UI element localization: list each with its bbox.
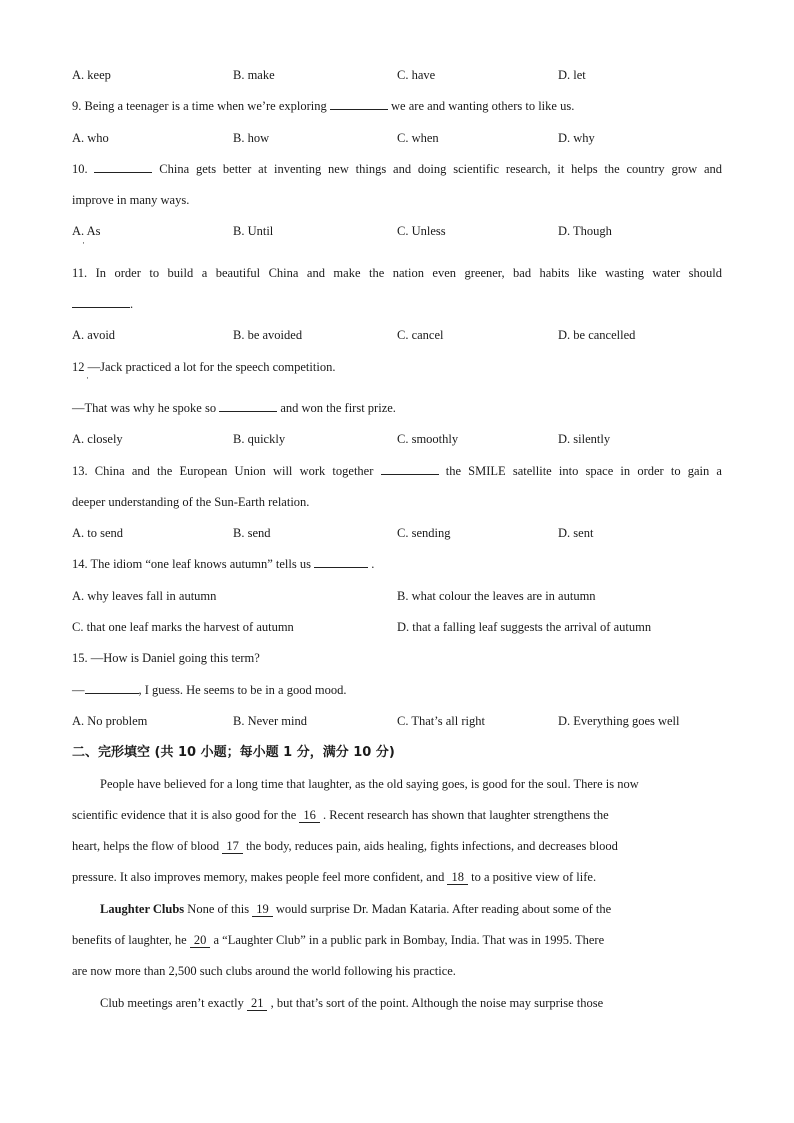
q14-options-row1 xyxy=(72,581,722,612)
q13-option-b[interactable]: B. send xyxy=(233,526,271,541)
q15-option-b[interactable]: B. Never mind xyxy=(233,713,307,728)
cloze-blank-21[interactable]: 21 xyxy=(247,996,268,1011)
q10-option-b[interactable]: B. Until xyxy=(233,224,274,239)
passage-line: People have believed for a long time that laughter, as the old saying goes, is good for the soul. There is now xyxy=(100,776,639,791)
stray-dot: · xyxy=(82,238,85,249)
q10-stem-line2: improve in many ways. xyxy=(72,193,190,208)
q11-option-b[interactable]: B. be avoided xyxy=(233,328,303,343)
passage-line: pressure. It also improves memory, makes people feel more confident, and 18 to a positive view of life. xyxy=(72,870,597,885)
q11-stem-line1: 11. In order to build a beautiful China and make the nation even greener, bad habits like wasting water should xyxy=(72,265,722,280)
passage-line: scientific evidence that it is also good for the 16 . Recent research has shown that laughter strengthens the xyxy=(72,807,609,822)
subheading-laughter-clubs: Laughter Clubs xyxy=(100,901,185,916)
passage-line: are now more than 2,500 such clubs around the world following his practice. xyxy=(72,964,456,979)
q15-stem-line1: 15. —How is Daniel going this term? xyxy=(72,651,260,666)
q9-option-d[interactable]: D. why xyxy=(558,130,595,145)
q8-option-a[interactable]: A. keep xyxy=(72,68,111,82)
q9-stem: 9. Being a teenager is a time when we’re exploring we are and wanting others to like us. xyxy=(72,91,722,122)
q13-option-a[interactable]: A. to send xyxy=(72,526,124,541)
q14-options-row2 xyxy=(72,612,722,643)
passage-line: Laughter Clubs None of this 19 would surprise Dr. Madan Kataria. After reading about some of the xyxy=(100,901,612,916)
q15-option-d[interactable]: D. Everything goes well xyxy=(558,713,680,728)
q12-stem-line1: 12 —Jack practiced a lot for the speech competition. · xyxy=(72,359,336,383)
answer-blank xyxy=(94,159,152,173)
q10-option-c[interactable]: C. Unless xyxy=(397,224,446,239)
q13-stem-line2: deeper understanding of the Sun-Earth relation. xyxy=(72,494,310,509)
q12-option-d[interactable]: D. silently xyxy=(558,432,611,447)
q15-option-c[interactable]: C. That’s all right xyxy=(397,713,485,728)
cloze-blank-20[interactable]: 20 xyxy=(190,933,211,948)
q15-stem-line2: — , I guess. He seems to be in a good mood. xyxy=(72,675,722,706)
q10-options xyxy=(72,216,722,247)
q14-option-b[interactable]: B. what colour the leaves are in autumn xyxy=(397,588,596,603)
answer-blank xyxy=(330,96,388,110)
q12-option-a[interactable]: A. closely xyxy=(72,432,123,447)
q12-option-c[interactable]: C. smoothly xyxy=(397,432,459,447)
q10-option-a[interactable]: A. As xyxy=(72,224,101,239)
q8-option-c[interactable]: C. have xyxy=(397,68,436,82)
q15-option-a[interactable]: A. No problem xyxy=(72,713,148,728)
cloze-blank-17[interactable]: 17 xyxy=(222,839,243,854)
answer-blank xyxy=(381,461,439,475)
cloze-blank-18[interactable]: 18 xyxy=(447,870,468,885)
q14-option-c[interactable]: C. that one leaf marks the harvest of autumn xyxy=(72,620,294,635)
passage-line: heart, helps the flow of blood 17 the body, reduces pain, aids healing, fights infections, and decreases blood xyxy=(72,839,618,854)
q13-stem-line1: 13. China and the European Union will work together the SMILE satellite into space in order to gain a xyxy=(72,456,722,487)
section-heading-cloze: 二、完形填空 (共 10 小题；每小题 1 分，满分 10 分) xyxy=(72,745,395,761)
q9-option-b[interactable]: B. how xyxy=(233,130,270,145)
q12-stem-line2: —That was why he spoke so and won the first prize. xyxy=(72,393,722,424)
q13-option-c[interactable]: C. sending xyxy=(397,526,451,541)
q13-options xyxy=(72,518,722,549)
cloze-blank-19[interactable]: 19 xyxy=(252,902,273,917)
passage-line: benefits of laughter, he 20 a “Laughter Club” in a public park in Bombay, India. That was in 1995. There xyxy=(72,933,605,948)
q14-stem: 14. The idiom “one leaf knows autumn” tells us . xyxy=(72,549,722,580)
q12-options xyxy=(72,424,722,455)
q12-option-b[interactable]: B. quickly xyxy=(233,432,286,447)
answer-blank xyxy=(85,680,139,694)
q11-option-c[interactable]: C. cancel xyxy=(397,328,444,343)
q14-option-d[interactable]: D. that a falling leaf suggests the arrival of autumn xyxy=(397,620,652,635)
q15-options xyxy=(72,706,722,737)
exam-page xyxy=(72,60,722,1019)
q9-options xyxy=(72,123,722,154)
q11-stem-line2: . xyxy=(72,289,722,320)
answer-blank xyxy=(314,554,368,568)
q10-option-d[interactable]: D. Though xyxy=(558,224,612,239)
q8-option-b[interactable]: B. make xyxy=(233,68,275,82)
answer-blank xyxy=(72,294,130,308)
q8-option-d[interactable]: D. let xyxy=(558,68,586,82)
passage-line: Club meetings aren’t exactly 21 , but that’s sort of the point. Although the noise may surprise those xyxy=(100,995,604,1010)
stray-dot: · xyxy=(86,372,89,383)
q11-option-d[interactable]: D. be cancelled xyxy=(558,328,636,343)
q10-stem-line1: 10. China gets better at inventing new things and doing scientific research, it helps the country grow and xyxy=(72,154,722,185)
q9-option-c[interactable]: C. when xyxy=(397,130,439,145)
answer-blank xyxy=(219,398,277,412)
q11-options xyxy=(72,320,722,351)
q9-option-a[interactable]: A. who xyxy=(72,130,109,145)
cloze-blank-16[interactable]: 16 xyxy=(299,808,320,823)
q11-option-a[interactable]: A. avoid xyxy=(72,328,116,343)
q14-option-a[interactable]: A. why leaves fall in autumn xyxy=(72,588,217,603)
q13-option-d[interactable]: D. sent xyxy=(558,526,594,541)
q8-options xyxy=(72,60,722,91)
